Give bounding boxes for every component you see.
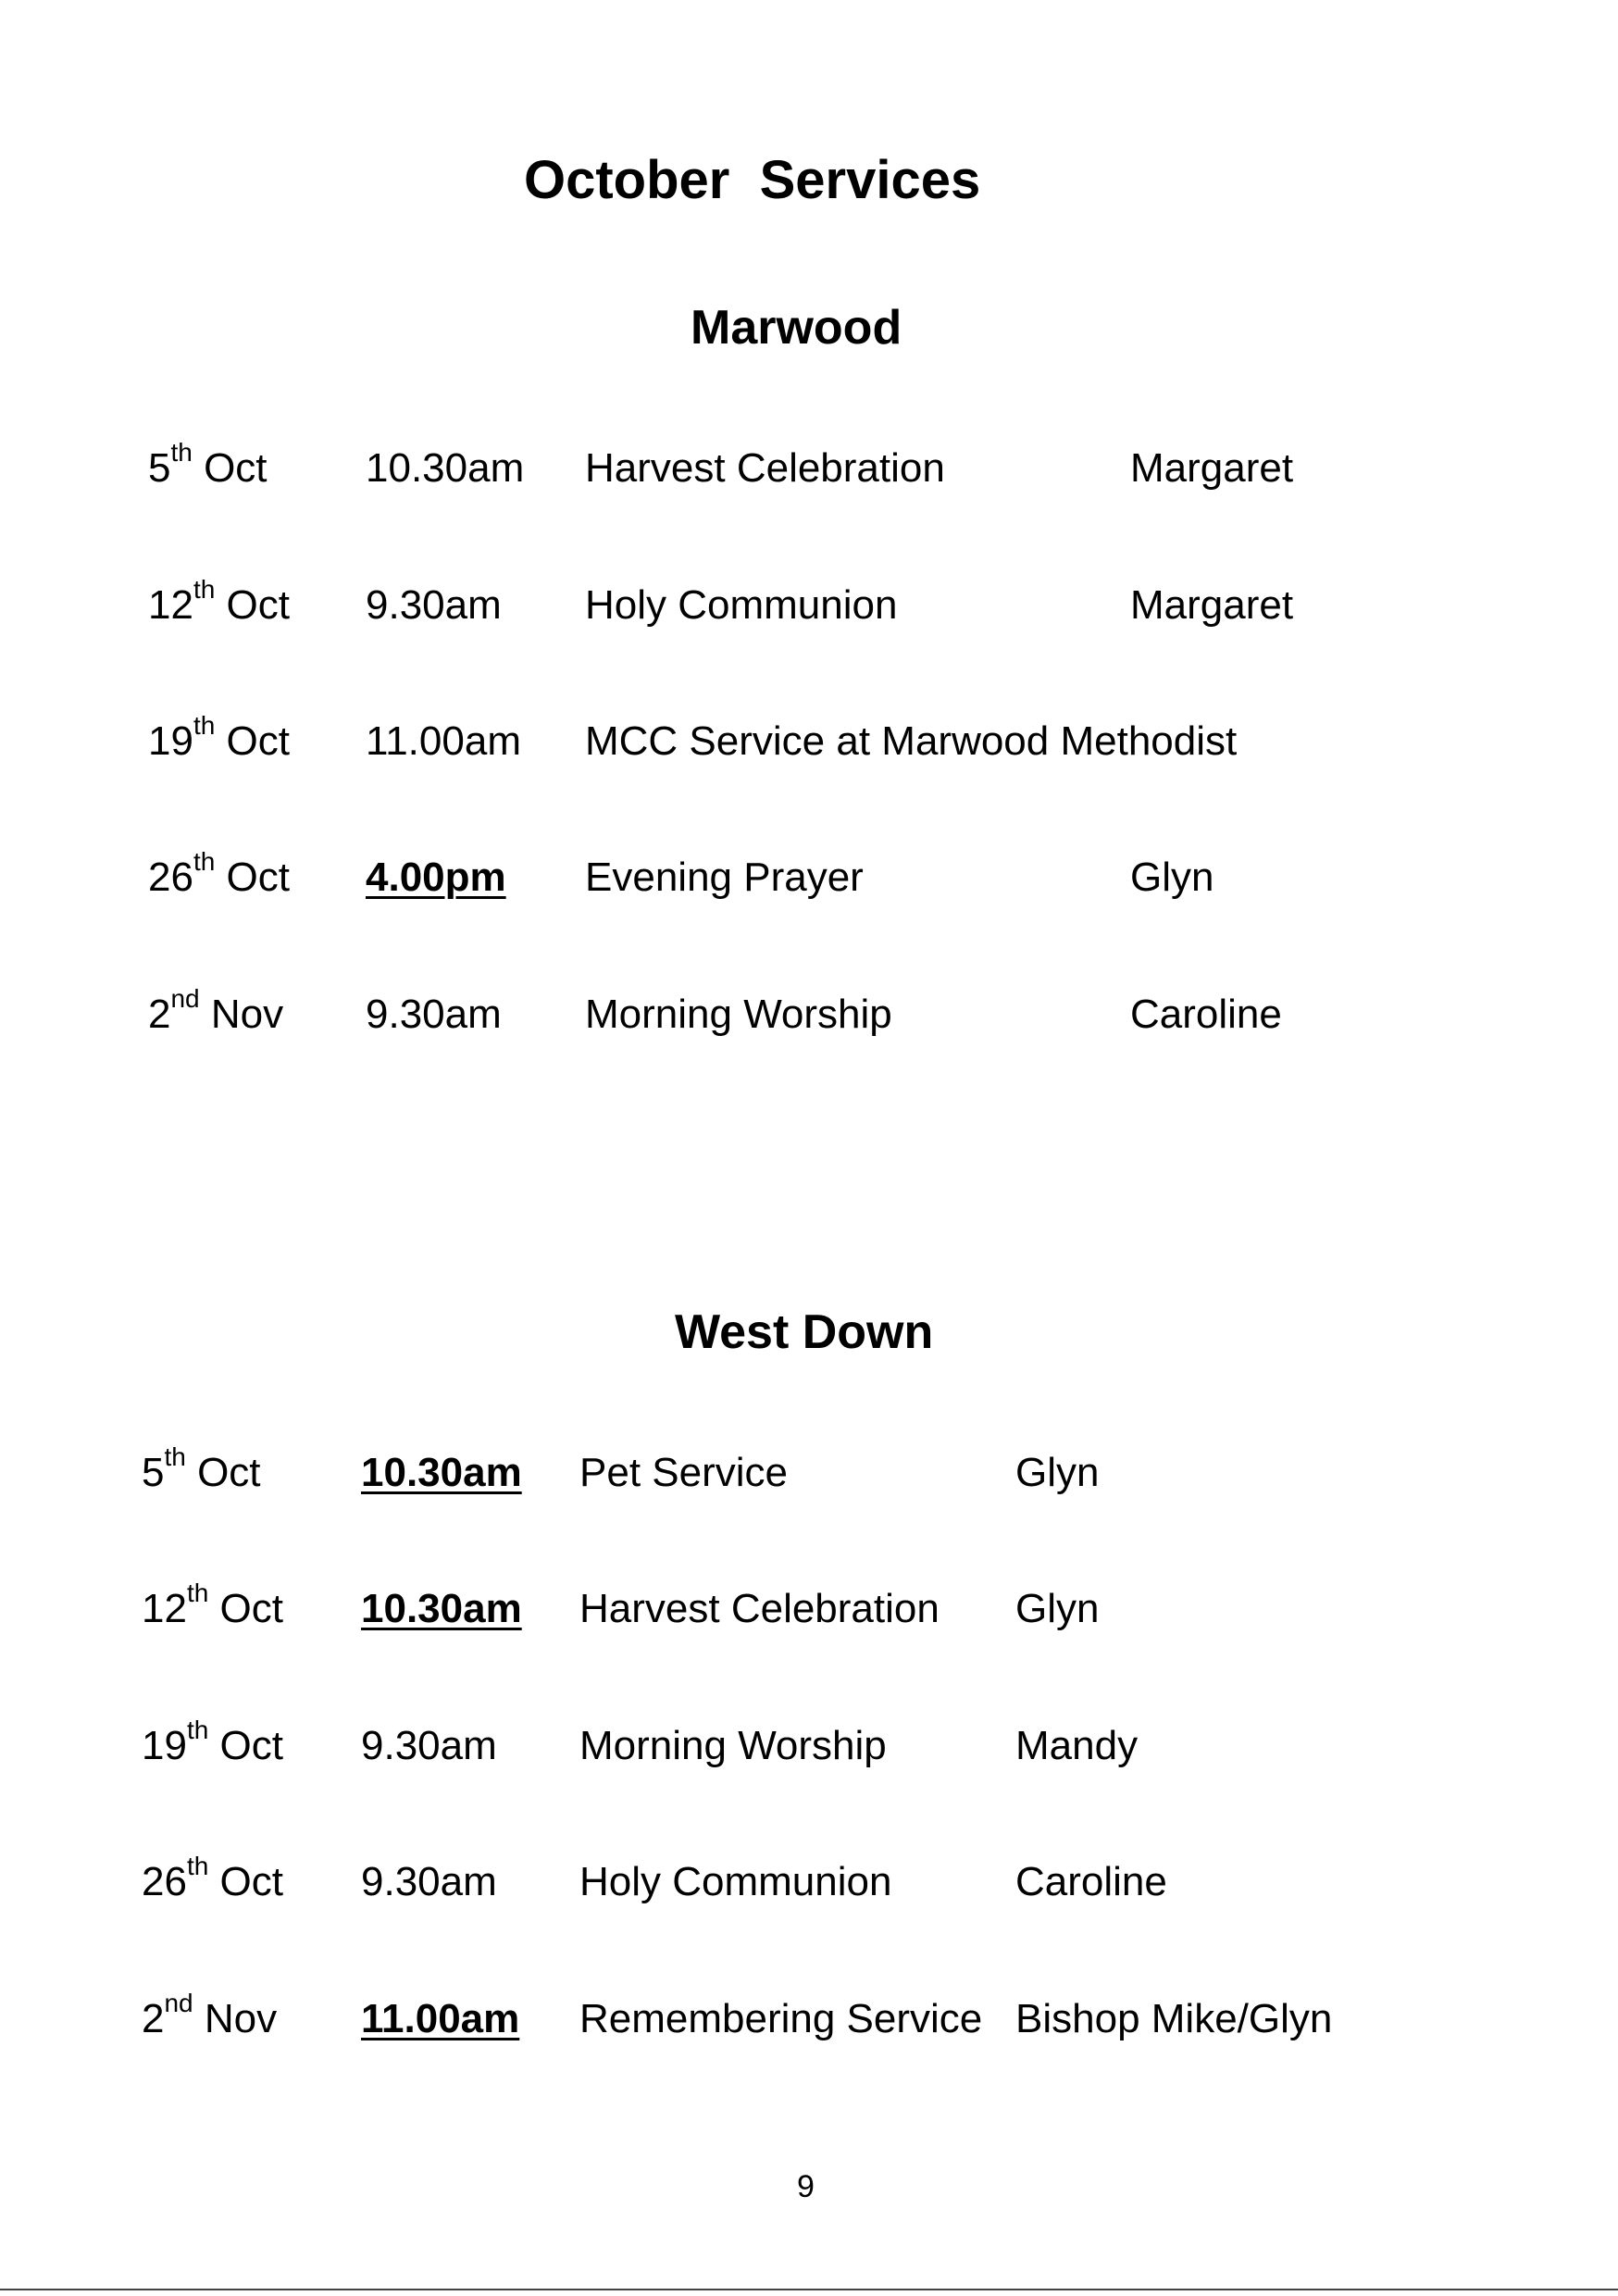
service-name: MCC Service at Marwood Methodist [585,718,1238,764]
date-day: 2 [142,1996,165,2041]
date-day: 19 [142,1723,187,1768]
marwood-row [0,575,1618,641]
date-ordinal-suffix: th [186,1716,209,1745]
service-date [142,1989,278,2041]
date-day: 12 [148,582,193,628]
date-month: Oct [226,855,290,900]
date-month: Oct [226,582,290,628]
service-leader: Glyn [1130,855,1214,900]
date-ordinal-suffix: th [193,847,216,877]
page-bottom-rule [0,2289,1618,2290]
date-month: Nov [210,992,284,1037]
west-down-row [0,1852,1618,1917]
date-day: 12 [142,1586,187,1631]
date-month: Oct [197,1450,261,1495]
service-name: Morning Worship [585,992,892,1037]
date-day: 19 [148,718,193,764]
service-leader: Glyn [1015,1450,1100,1495]
service-name: Holy Communion [585,582,898,628]
service-date [148,575,290,628]
date-ordinal-suffix: th [170,438,193,468]
page-title: October Services [524,150,981,210]
marwood-row [0,711,1618,777]
date-ordinal-suffix: th [164,1442,186,1472]
date-day: 5 [142,1450,165,1495]
service-time: 9.30am [361,1859,497,1904]
date-month: Oct [219,1859,283,1904]
service-date [148,438,268,491]
page-number: 9 [797,2169,815,2204]
service-name: Remembering Service [579,1996,983,2041]
service-time: 4.00pm [366,855,506,900]
date-ordinal-suffix: th [186,1578,209,1608]
service-date [142,1852,283,1904]
date-ordinal-suffix: nd [170,984,200,1014]
service-time: 10.30am [361,1450,522,1495]
service-leader: Bishop Mike/Glyn [1015,1996,1333,2041]
service-time: 11.00am [361,1996,520,2041]
service-date [142,1442,261,1495]
date-month: Oct [219,1586,283,1631]
service-leader: Caroline [1015,1859,1167,1904]
service-time: 9.30am [366,992,502,1037]
date-day: 26 [142,1859,187,1904]
west-down-row [0,1442,1618,1508]
marwood-row [0,847,1618,913]
west-down-row [0,1578,1618,1644]
date-month: Oct [219,1723,283,1768]
marwood-row [0,984,1618,1050]
service-name: Evening Prayer [585,855,864,900]
west-down-row [0,1716,1618,1781]
service-date [148,984,284,1037]
service-name: Harvest Celebration [579,1586,940,1631]
service-name: Pet Service [579,1450,788,1495]
service-time: 10.30am [366,445,525,491]
section-heading-marwood: Marwood [691,301,902,355]
date-ordinal-suffix: th [193,711,216,741]
service-date [142,1716,283,1768]
date-day: 5 [148,445,171,491]
service-leader: Mandy [1015,1723,1139,1768]
date-month: Nov [204,1996,278,2041]
service-name: Morning Worship [579,1723,887,1768]
service-date [148,847,290,900]
service-name: Holy Communion [579,1859,892,1904]
service-time: 9.30am [361,1723,497,1768]
service-leader: Margaret [1130,445,1294,491]
marwood-row [0,438,1618,504]
service-leader: Margaret [1130,582,1294,628]
date-month: Oct [204,445,268,491]
service-leader: Caroline [1130,992,1282,1037]
service-leader: Glyn [1015,1586,1100,1631]
date-ordinal-suffix: nd [164,1989,193,2018]
date-ordinal-suffix: th [186,1852,209,1881]
date-ordinal-suffix: th [193,575,216,605]
west-down-row [0,1989,1618,2054]
service-name: Harvest Celebration [585,445,945,491]
section-heading-west-down: West Down [675,1305,934,1359]
date-day: 26 [148,855,193,900]
service-time: 9.30am [366,582,502,628]
service-date [142,1578,283,1631]
date-month: Oct [226,718,290,764]
service-time: 11.00am [366,718,521,764]
date-day: 2 [148,992,171,1037]
service-time: 10.30am [361,1586,522,1631]
service-date [148,711,290,764]
